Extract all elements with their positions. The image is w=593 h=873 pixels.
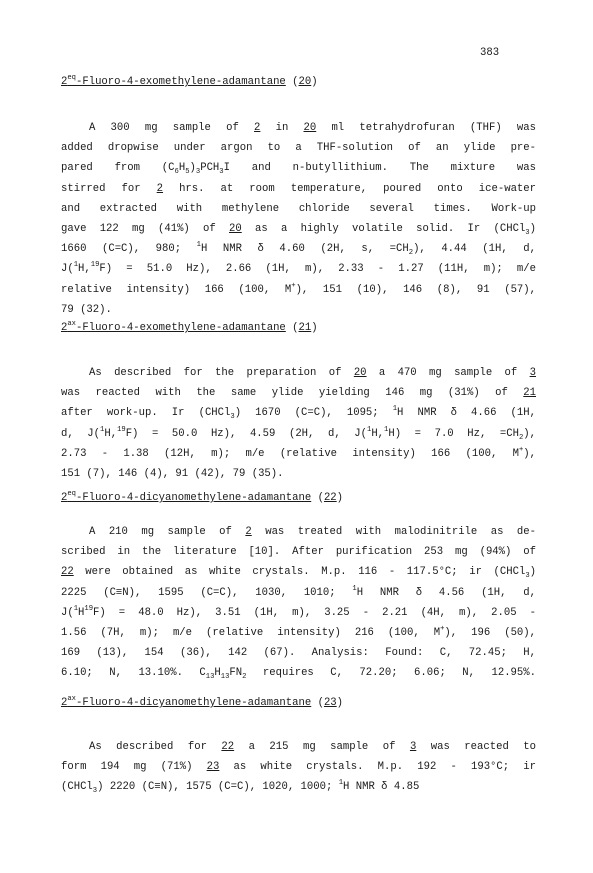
text-line: d, J($^1$H,$^{19}$F) = 50.0 Hz), 4.59 (2H, d, J($^1$H,$^1$H) = 7.0 Hz, $=CH_2$), bbox=[61, 425, 537, 442]
section-paragraph bbox=[61, 737, 536, 798]
text-line: J($^1$H,$^{19}$F) = 51.0 Hz), 2.66 (1H, m), 2.33 - 1.27 (11H, m); m/e bbox=[61, 261, 536, 276]
text-line: 2.73 - 1.38 (12H, m); m/e (relative intensity) 166 (100, M+), bbox=[61, 445, 536, 460]
page-number: 383 bbox=[480, 47, 500, 59]
text-line: gave 122 mg (41%) of 20 as a highly volatile solid. Ir (CHCl$_3$) bbox=[61, 222, 536, 237]
section-paragraph bbox=[61, 522, 536, 684]
text-line: 6.10; N, 13.10%. $C_{13}H_{13}FN_2$ requires C, 72.20; 6.06; N, 12.95%. bbox=[61, 667, 536, 682]
text-line: after work-up. Ir (CHCl$_3$) 1670 (C=C), 1095; $^1$H NMR δ 4.66 (1H, bbox=[61, 405, 536, 422]
text-line: 1.56 (7H, m); m/e (relative intensity) 216 (100, M+), 196 (50), bbox=[61, 624, 536, 639]
text-line: A 300 mg sample of 2 in 20 ml tetrahydrofuran (THF) was bbox=[89, 122, 536, 134]
text-line: As described for 22 a 215 mg sample of 3 was reacted to bbox=[89, 741, 536, 753]
section-paragraph bbox=[61, 363, 536, 484]
text-line: A 210 mg sample of 2 was treated with malodinitrile as de- bbox=[89, 526, 537, 538]
text-line: $J(^1H^{19}F) = 48.0$ Hz), 3.51 (1H, m), 3.25 - 2.21 (4H, m), 2.05 - bbox=[61, 604, 536, 619]
section-heading: $2^{ax}-Fluoro-4-exomethylene$-adamantane (21) bbox=[61, 320, 318, 334]
text-line: added dropwise under argon to a THF-solution of an ylide pre- bbox=[61, 142, 536, 155]
text-line: 151 (7), 146 (4), 91 (42), 79 (35). bbox=[61, 467, 284, 480]
text-line: As described for the preparation of 20 a 470 mg sample of 3 bbox=[89, 367, 536, 379]
text-line: scribed in the literature [10]. After purification 253 mg (94%) of bbox=[61, 546, 536, 559]
text-line: 22 were obtained as white crystals. M.p. 116 - 117.5°C; ir (CHCl$_3$) bbox=[61, 566, 536, 581]
section-heading: $2^{ax}-Fluoro-4-dicyanomethylene$-adamantane (23) bbox=[61, 695, 344, 709]
text-line: 2225 (C≡N), 1595 (C=C), 1030, 1010; $^1$H NMR δ 4.56 (1H, d, bbox=[61, 584, 536, 599]
text-line: (CHCl$_3$) 2220 (C≡N), 1575 (C=C), 1020, 1000; $^1$H NMR δ 4.85 bbox=[61, 779, 420, 796]
text-line: 1660 (C=C), 980; $^1$H NMR δ 4.60 (2H, s, $=CH_2$), 4.44 (1H, d, bbox=[61, 241, 537, 258]
text-line: 79 (32). bbox=[61, 303, 112, 316]
section-paragraph bbox=[61, 118, 536, 320]
text-line: was reacted with the same ylide yielding 146 mg (31%) of 21 bbox=[61, 387, 536, 400]
section-heading: $2^{eq}-Fluoro-4-exomethylene$-adamantane (20) bbox=[61, 74, 318, 88]
section-heading: $2^{eq}-Fluoro-4-dicyanomethylene$-adamantane (22) bbox=[61, 490, 344, 504]
text-line: and extracted with methylene chloride several times. Work-up bbox=[61, 202, 536, 215]
text-line: pared from $(C_6H_5)_3PCH_3I$ and n-butyllithium. The mixture was bbox=[61, 162, 536, 177]
text-line: form 194 mg (71%) 23 as white crystals. M.p. 192 - 193°C; ir bbox=[61, 761, 536, 774]
text-line: 169 (13), 154 (36), 142 (67). Analysis: Found: C, 72.45; H, bbox=[61, 647, 536, 660]
text-line: stirred for 2 hrs. at room temperature, poured onto ice-water bbox=[61, 182, 536, 195]
text-line: relative intensity) 166 (100, M+), 151 (10), 146 (8), 91 (57), bbox=[61, 281, 537, 296]
